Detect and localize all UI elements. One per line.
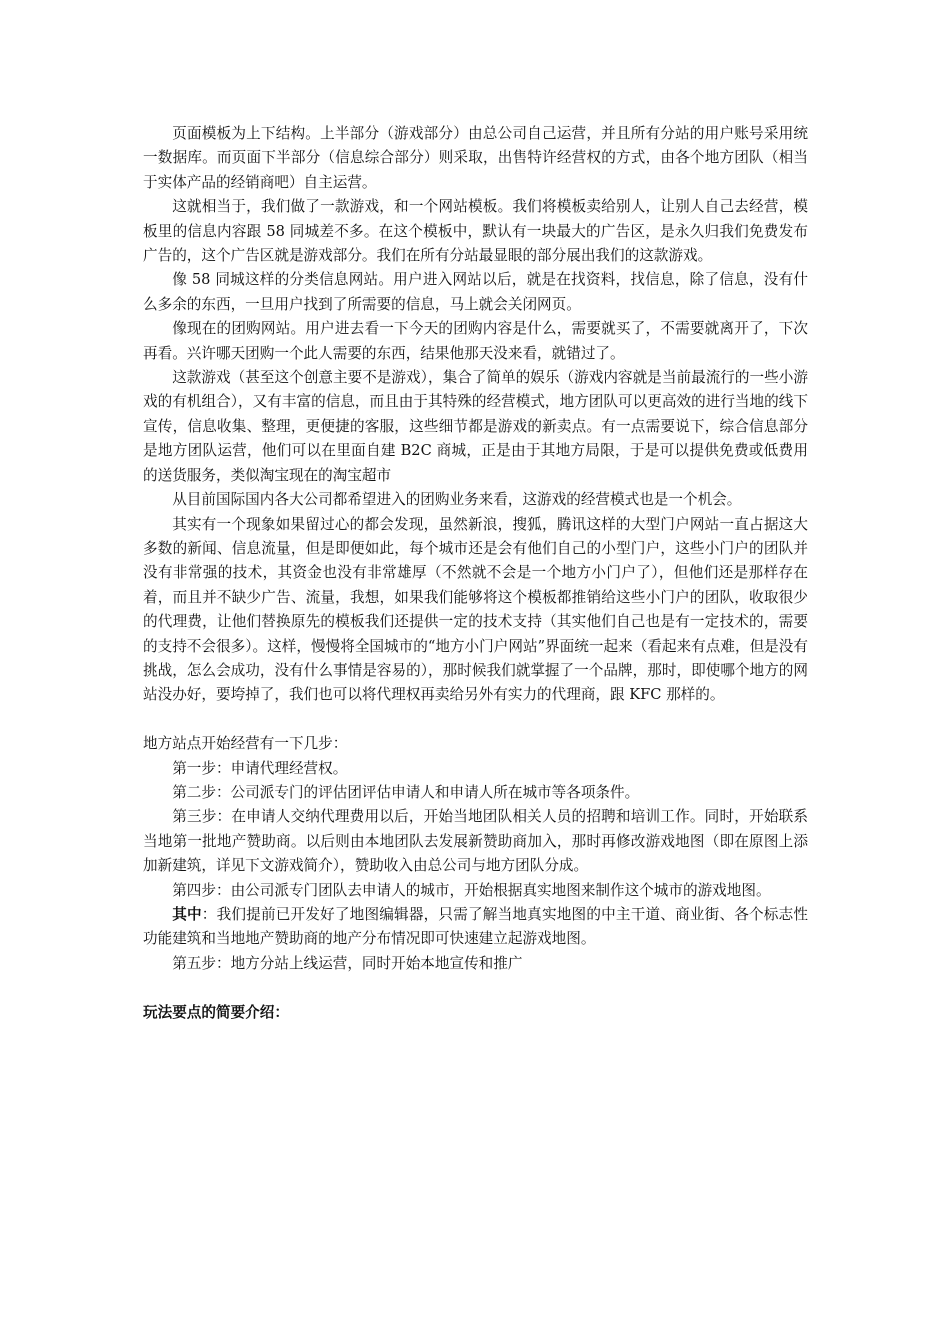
paragraph-2: 这就相当于，我们做了一款游戏，和一个网站模板。我们将模板卖给别人，让别人自己去经营，模板里的信息内容跟 58 同城差不多。在这个模板中，默认有一块最大的广告区，是永久归我们免费发布广告的，这个广告区就是游戏部分。我们在所有分站最显眼的部分展出我们的这款游戏。: [143, 198, 808, 265]
step-1: 第一步：申请代理经营权。: [172, 759, 348, 777]
section-heading: 玩法要点的简要介绍：: [143, 1003, 289, 1021]
paragraph-5: 这款游戏（甚至这个创意主要不是游戏），集合了简单的娱乐（游戏内容就是当前最流行的一些小游戏的有机组合），又有丰富的信息，而且由于其特殊的经营模式，地方团队可以更高效的进行当地的线下宣传，信息收集、整理，更便捷的客服，这些细节都是游戏的新卖点。有一点需要说下，综合信息部分是地方团队运营，他们可以在里面自建 B2C 商城，正是由于其地方局限，于是可以提供免费或低费用的送货服务，类似淘宝现在的淘宝超市: [143, 369, 808, 484]
paragraph-3: 像 58 同城这样的分类信息网站。用户进入网站以后，就是在找资料，找信息，除了信息，没有什么多余的东西，一旦用户找到了所需要的信息，马上就会关闭网页。: [143, 271, 808, 313]
note-lead: 其中: [172, 905, 202, 923]
paragraph-1: 页面模板为上下结构。上半部分（游戏部分）由总公司自己运营，并且所有分站的用户账号采用统一数据库。而页面下半部分（信息综合部分）则采取，出售特许经营权的方式，由各个地方团队（相当于实体产品的经销商吧）自主运营。: [143, 125, 808, 191]
note-text: ：我们提前已开发好了地图编辑器，只需了解当地真实地图的中主干道、商业街、各个标志性功能建筑和当地地产赞助商的地产分布情况即可快速建立起游戏地图。: [143, 905, 808, 948]
step-2: 第二步：公司派专门的评估团评估申请人和申请人所在城市等各项条件。: [172, 783, 640, 801]
paragraph-4: 像现在的团购网站。用户进去看一下今天的团购内容是什么，需要就买了，不需要就离开了，下次再看。兴许哪天团购一个此人需要的东西，结果他那天没来看，就错过了。: [143, 320, 808, 362]
step-5: 第五步：地方分站上线运营，同时开始本地宣传和推广: [172, 954, 523, 972]
note-paragraph: [143, 903, 808, 952]
steps-intro: 地方站点开始经营有一下几步：: [143, 735, 348, 753]
document-page: [143, 122, 808, 1025]
step-4: 第四步：由公司派专门团队去申请人的城市，开始根据真实地图来制作这个城市的游戏地图。: [172, 881, 771, 899]
spacer: [143, 976, 808, 1000]
step-3: 第三步：在申请人交纳代理费用以后，开始当地团队相关人员的招聘和培训工作。同时，开始联系当地第一批地产赞助商。以后则由本地团队去发展新赞助商加入，那时再修改游戏地图（即在原图上添加新建筑，详见下文游戏简介），赞助收入由总公司与地方团队分成。: [143, 808, 808, 875]
paragraph-7: 其实有一个现象如果留过心的都会发现，虽然新浪，搜狐，腾讯这样的大型门户网站一直占据这大多数的新闻、信息流量，但是即便如此，每个城市还是会有他们自己的小型门户，这些小门户的团队并没有非常强的技术，其资金也没有非常雄厚（不然就不会是一个地方小门户了），但他们还是那样存在着，而且并不缺少广告、流量，我想，如果我们能够将这个模板都推销给这些小门户的团队，收取很少的代理费，让他们替换原先的模板我们还提供一定的技术支持（其实他们自己也是有一定技术的，需要的支持不会很多）。这样，慢慢将全国城市的“地方小门户网站”界面统一起来（看起来有点难，但是没有挑战，怎么会成功，没有什么事情是容易的），那时候我们就掌握了一个品牌，那时，即使哪个地方的网站没办好，要垮掉了，我们也可以将代理权再卖给另外有实力的代理商，跟 KFC 那样的。: [143, 515, 808, 704]
spacer: [143, 708, 808, 732]
paragraph-6: 从目前国际国内各大公司都希望进入的团购业务来看，这游戏的经营模式也是一个机会。: [172, 491, 742, 509]
